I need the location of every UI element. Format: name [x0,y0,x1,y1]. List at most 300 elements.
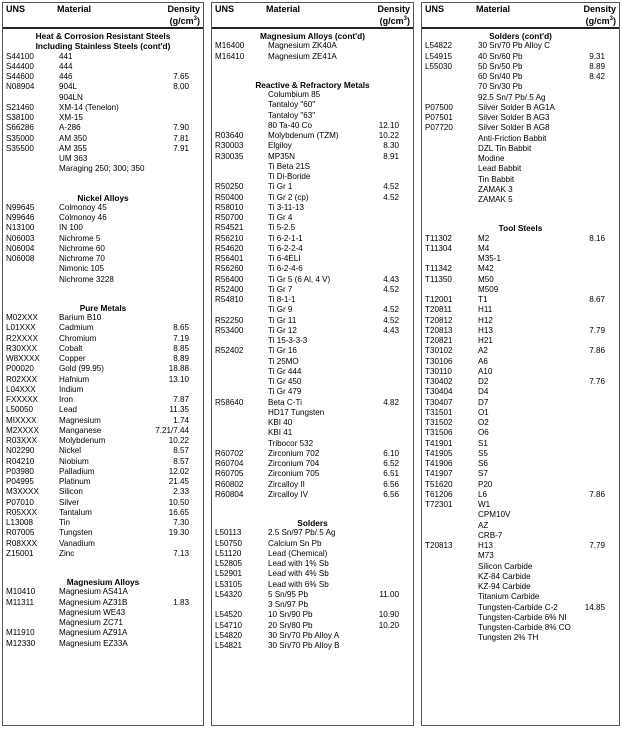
material-cell: 444 [59,61,73,71]
material-cell: Magnesium AZ91A [59,628,128,638]
material-cell: Magnesium ZE41A [268,51,337,61]
table-row [3,264,203,274]
material-cell: ZAMAK 5 [478,195,513,204]
table-row [212,398,413,408]
material-cell: Silver Solder B AG8 [478,123,550,133]
material-cell: Cobalt [59,343,83,353]
material-cell: Beta C-Ti [268,397,302,407]
table-row [212,539,413,549]
table-row [212,162,413,172]
uns-cell: L50750 [215,538,243,548]
material-cell: Ti 8-1-1 [268,295,296,304]
section-heading-text: Magnesium Alloys (cont'd) [260,31,365,41]
section-heading-text: Reactive & Refractory Metals [255,79,370,90]
uns-cell: M10410 [6,587,36,597]
table-row [422,72,619,82]
uns-cell: T20813 [425,541,453,550]
uns-cell: R53400 [215,325,244,335]
uns-cell: P07501 [425,113,453,122]
table-row [212,254,413,264]
table-row [3,639,203,649]
table-row [3,164,203,174]
density-cell: 1.74 [173,415,189,425]
density-cell: 4.52 [383,192,399,202]
table-row [212,459,413,469]
column-body [212,29,413,651]
uns-cell: R04210 [6,456,35,466]
material-cell: HD17 Tungsten [268,407,325,417]
material-cell: Tin [59,518,70,527]
table-row [3,395,203,405]
table-row [3,528,203,538]
table-row [422,408,619,418]
column-header [422,3,619,29]
uns-cell: L54520 [215,610,243,620]
uns-cell: R30003 [215,141,244,151]
uns-cell: M11910 [6,628,35,638]
material-cell: A2 [478,346,488,356]
material-cell: H13 [478,325,493,335]
density-cell: 8.57 [173,456,189,466]
material-cell: KZ-94 Carbide [478,582,531,591]
density-cell: 18.88 [168,364,189,374]
material-cell: Lead (Chemical) [268,548,328,558]
table-row [422,592,619,602]
material-cell: AZ [478,520,489,530]
density-cell: 8.16 [589,233,605,243]
density-cell: 8.89 [173,354,189,363]
material-cell: W1 [478,500,491,509]
table-row [422,113,619,123]
table-row [422,305,619,315]
table-row [212,418,413,428]
material-cell: Molybdenum (TZM) [268,131,339,140]
uns-cell: R60704 [215,459,244,468]
uns-cell: T72301 [425,500,453,509]
material-cell: Ti 6-2-1-1 [268,233,303,243]
material-cell: A10 [478,366,493,376]
uns-cell: M3XXXX [6,487,39,497]
density-cell: 8.57 [173,446,189,456]
uns-cell: R02XXX [6,374,38,384]
table-row [212,316,413,326]
material-cell: Anti-Friction Babbit [478,133,547,143]
uns-cell: L04XXX [6,384,36,394]
uns-cell: R50250 [215,182,244,192]
uns-cell: L54915 [425,51,453,61]
table-row [3,103,203,113]
material-cell: Maraging 250; 300; 350 [59,164,145,174]
section-heading-text: Pure Metals [79,302,127,313]
density-cell: 11.35 [169,405,189,415]
table-row [212,193,413,203]
table-row [212,213,413,223]
section-heading [3,577,203,587]
material-cell: Lead with 4% Sb [268,569,329,579]
section-heading-text: Tool Steels [498,223,543,234]
material-cell: M4 [478,243,490,253]
table-row [422,377,619,387]
uns-cell: M02XXX [6,313,38,322]
table-row [212,528,413,538]
density-cell: 14.85 [584,602,605,612]
material-cell: Zircalloy IV [268,489,309,499]
table-row [422,562,619,572]
density-cell: 7.91 [173,143,189,153]
table-row [212,100,413,110]
material-cell: H21 [478,336,493,345]
table-row [422,428,619,438]
uns-cell: L52901 [215,569,243,579]
material-cell: T1 [478,295,488,304]
material-cell: Colmonoy 45 [59,202,107,212]
density-cell: 11.00 [379,589,399,599]
uns-cell: R58010 [215,202,244,212]
column-header [212,3,413,29]
table-row [422,93,619,103]
material-cell: S7 [478,469,488,479]
uns-cell: T41901 [425,438,453,448]
material-cell: Columbium 85 [268,90,321,99]
density-cell: 2.33 [173,487,189,497]
material-cell: Magnesium EZ33A [59,638,128,648]
material-cell: Platinum [59,477,91,486]
table-row [422,295,619,305]
table-row [212,90,413,100]
table-row [212,449,413,459]
material-cell: 40 Sn/60 Pb [478,51,523,61]
uns-cell: P07720 [425,123,453,133]
density-cell: 8.85 [173,343,189,353]
table-row [3,385,203,395]
table-row [422,285,619,295]
table-row [422,234,619,244]
table-row [422,82,619,92]
material-cell: Ti Gr 11 [268,315,297,325]
table-row [3,549,203,559]
material-cell: Lead [59,405,78,415]
density-cell: 8.00 [173,82,189,92]
table-row [422,367,619,377]
table-row [3,416,203,426]
density-label: Density [583,4,616,14]
table-row [212,408,413,418]
table-row [422,316,619,326]
density-cell: 9.31 [589,51,605,61]
density-cell: 13.10 [168,374,189,384]
uns-cell: T11302 [425,233,452,243]
uns-cell: T31506 [425,428,453,438]
table-row [212,172,413,182]
material-cell: H11 [478,305,493,315]
table-row [422,134,619,144]
density-unit-close: ) [197,16,200,26]
table-row [3,203,203,213]
material-cell: 30 Sn/70 Pb Alloy B [268,641,340,650]
material-cell: L6 [478,489,488,499]
table-row [422,490,619,500]
density-cell: 8.91 [383,151,399,161]
uns-cell: S44400 [6,61,34,71]
material-cell: Nichrome 3228 [59,274,114,284]
section-spacer [3,559,203,577]
table-row [3,72,203,82]
table-row [3,487,203,497]
table-row [3,344,203,354]
material-cell: XM-15 [59,113,83,122]
uns-cell: S35500 [6,143,34,153]
uns-cell: T31501 [425,407,453,417]
section-heading-text: Nickel Alloys [77,192,129,203]
material-cell: 5 Sn/95 Pb [268,589,309,599]
uns-cell: T61206 [425,489,453,499]
material-cell: M2 [478,233,490,243]
material-cell: Niobium [59,456,89,466]
table-row [212,580,413,590]
uns-cell: R08XXX [6,538,38,548]
table-row [212,367,413,377]
table-row [422,469,619,479]
density-cell: 7.79 [589,325,605,335]
uns-cell: P07500 [425,102,453,112]
density-cell: 10.22 [168,436,189,445]
material-cell: Ti 5-2.5 [268,223,296,233]
material-cell: CPM10V [478,510,511,520]
uns-cell: N02290 [6,446,35,456]
material-cell: KBI 40 [268,418,293,427]
table-row [422,336,619,346]
table-column-1 [2,2,204,726]
uns-cell: R52402 [215,346,244,356]
uns-cell: T20821 [425,336,453,345]
density-unit: (g/cm [585,16,610,26]
density-cell: 8.30 [383,141,399,151]
table-row [422,572,619,582]
material-cell: Tungsten-Carbide C-2 [478,602,558,612]
uns-cell: R03640 [215,131,244,140]
uns-cell: R56260 [215,264,244,274]
table-row [422,264,619,274]
section-heading-text: Including Stainless Steels (cont'd) [35,41,171,52]
material-cell: S5 [478,448,488,458]
uns-cell: L50113 [215,528,242,538]
density-cell: 7.19 [173,333,189,343]
uns-cell: M12330 [6,638,36,648]
material-cell: 904L [59,82,78,92]
table-row [212,305,413,315]
density-cell: 8.89 [589,61,605,71]
uns-cell: S35000 [6,133,34,143]
uns-cell: R54521 [215,223,244,233]
uns-cell: L54710 [215,620,243,630]
table-row [422,346,619,356]
table-row [422,154,619,164]
table-row [422,449,619,459]
table-row [422,244,619,254]
density-cell: 12.10 [378,120,399,130]
material-cell: Nickel [59,446,82,456]
table-row [212,387,413,397]
material-cell: Ti Gr 1 [268,182,293,192]
table-row [3,123,203,133]
material-cell: Palladium [59,466,95,476]
uns-cell: T11350 [425,274,452,284]
density-cell: 7.65 [173,72,189,81]
material-cell: Magnesium WE43 [59,607,126,617]
density-cell: 6.56 [383,489,399,499]
material-cell: Ti Gr 450 [268,377,302,386]
uns-cell: L54820 [215,630,243,640]
table-row [422,551,619,561]
material-cell: AM 355 [59,143,87,153]
material-cell: Ti 6-2-2-4 [268,243,303,253]
density-cell: 7.21/7.44 [155,425,189,435]
material-cell: Silver [59,497,80,507]
table-row [3,313,203,323]
material-cell: Magnesium [59,415,101,425]
material-cell: Ti Gr 4 [268,213,293,222]
material-cell: ZAMAK 3 [478,184,513,194]
uns-cell: R07005 [6,528,35,538]
material-cell: M509 [478,284,499,294]
density-cell: 21.45 [168,477,189,486]
uns-cell: N99645 [6,202,35,212]
material-cell: 904LN [59,92,83,102]
table-row [3,254,203,264]
section-heading [3,31,203,41]
column-header [3,3,203,29]
material-cell: Nichrome 5 [59,233,101,243]
table-row [212,631,413,641]
uns-cell: R52400 [215,284,244,294]
table-row [422,326,619,336]
table-row [422,175,619,185]
uns-cell: R2XXXX [6,333,38,343]
table-row [212,152,413,162]
table-row [3,93,203,103]
table-row [422,418,619,428]
material-cell: Elgiloy [268,141,292,151]
density-unit-close: ) [407,16,410,26]
material-cell: S6 [478,459,488,468]
material-cell: Lead with 6% Sb [268,579,329,589]
table-row [212,52,413,62]
material-cell: O1 [478,407,489,417]
uns-cell: T12001 [425,295,453,304]
density-cell: 4.52 [383,305,399,315]
section-spacer [3,285,203,303]
uns-cell: R05XXX [6,507,38,517]
table-row [212,569,413,579]
table-row [3,223,203,233]
table-row [3,477,203,487]
table-row [422,52,619,62]
table-row [3,244,203,254]
material-cell: Tantaloy "60" [268,100,316,110]
section-heading [422,31,619,41]
table-row [212,428,413,438]
material-cell: Molybdenum [59,436,106,445]
table-row [422,613,619,623]
material-cell: Ti 3-11-13 [268,202,304,212]
table-row [422,500,619,510]
table-row [3,113,203,123]
table-row [3,598,203,608]
density-cell: 8.65 [173,323,189,333]
table-row [212,336,413,346]
density-cell: 4.82 [383,397,399,407]
material-cell: Zirconium 705 [268,469,320,479]
material-cell: Ti 6-2-4-6 [268,264,303,274]
table-row [3,334,203,344]
table-column-2 [211,2,414,726]
uns-cell: P00020 [6,364,34,374]
uns-cell: L53105 [215,579,243,589]
uns-cell: T30404 [425,387,453,397]
section-heading [212,80,413,90]
uns-cell: R60804 [215,489,244,499]
density-cell: 4.43 [383,274,399,284]
uns-cell: R58640 [215,397,244,407]
material-cell: Tungsten-Carbide 8% CO [478,623,571,632]
header-uns: UNS [425,4,445,14]
density-cell: 4.52 [383,284,399,294]
table-row [422,185,619,195]
header-density [583,4,616,26]
material-cell: Magnesium AS41A [59,587,128,597]
table-row [212,480,413,490]
density-cell: 4.43 [383,325,399,335]
uns-cell: R56401 [215,254,244,263]
table-row [212,203,413,213]
material-cell: H13 [478,541,493,550]
uns-cell: R50700 [215,213,244,222]
uns-cell: L13008 [6,518,34,527]
table-row [212,346,413,356]
uns-cell: W8XXXX [6,354,40,363]
uns-cell: N06003 [6,233,35,243]
table-row [212,490,413,500]
section-spacer [3,175,203,193]
uns-cell: T31502 [425,418,453,427]
material-cell: M42 [478,264,494,274]
material-cell: Indium [59,384,84,394]
material-cell: Ti 25MO [268,356,299,366]
uns-cell: T30102 [425,346,453,356]
section-heading [212,31,413,41]
table-row [422,439,619,449]
table-row [422,531,619,541]
table-row [422,164,619,174]
material-cell: Nimonic 105 [59,264,104,274]
material-cell: Silver Solder B AG1A [478,102,555,112]
table-row [3,154,203,164]
material-cell: Magnesium AZ31B [59,597,128,607]
density-cell: 10.50 [168,497,189,507]
table-row [422,357,619,367]
table-row [422,510,619,520]
material-cell: 3 Sn/97 Pb [268,600,309,609]
material-cell: 30 Sn/70 Pb Alloy C [478,41,550,51]
uns-cell: S21460 [6,102,34,112]
uns-cell: L55030 [425,61,453,71]
density-cell: 6.51 [383,469,399,479]
table-row [212,600,413,610]
material-cell: Copper [59,354,86,363]
density-cell: 12.02 [168,466,189,476]
material-cell: Ti Gr 7 [268,284,293,294]
uns-cell: M16400 [215,41,245,51]
